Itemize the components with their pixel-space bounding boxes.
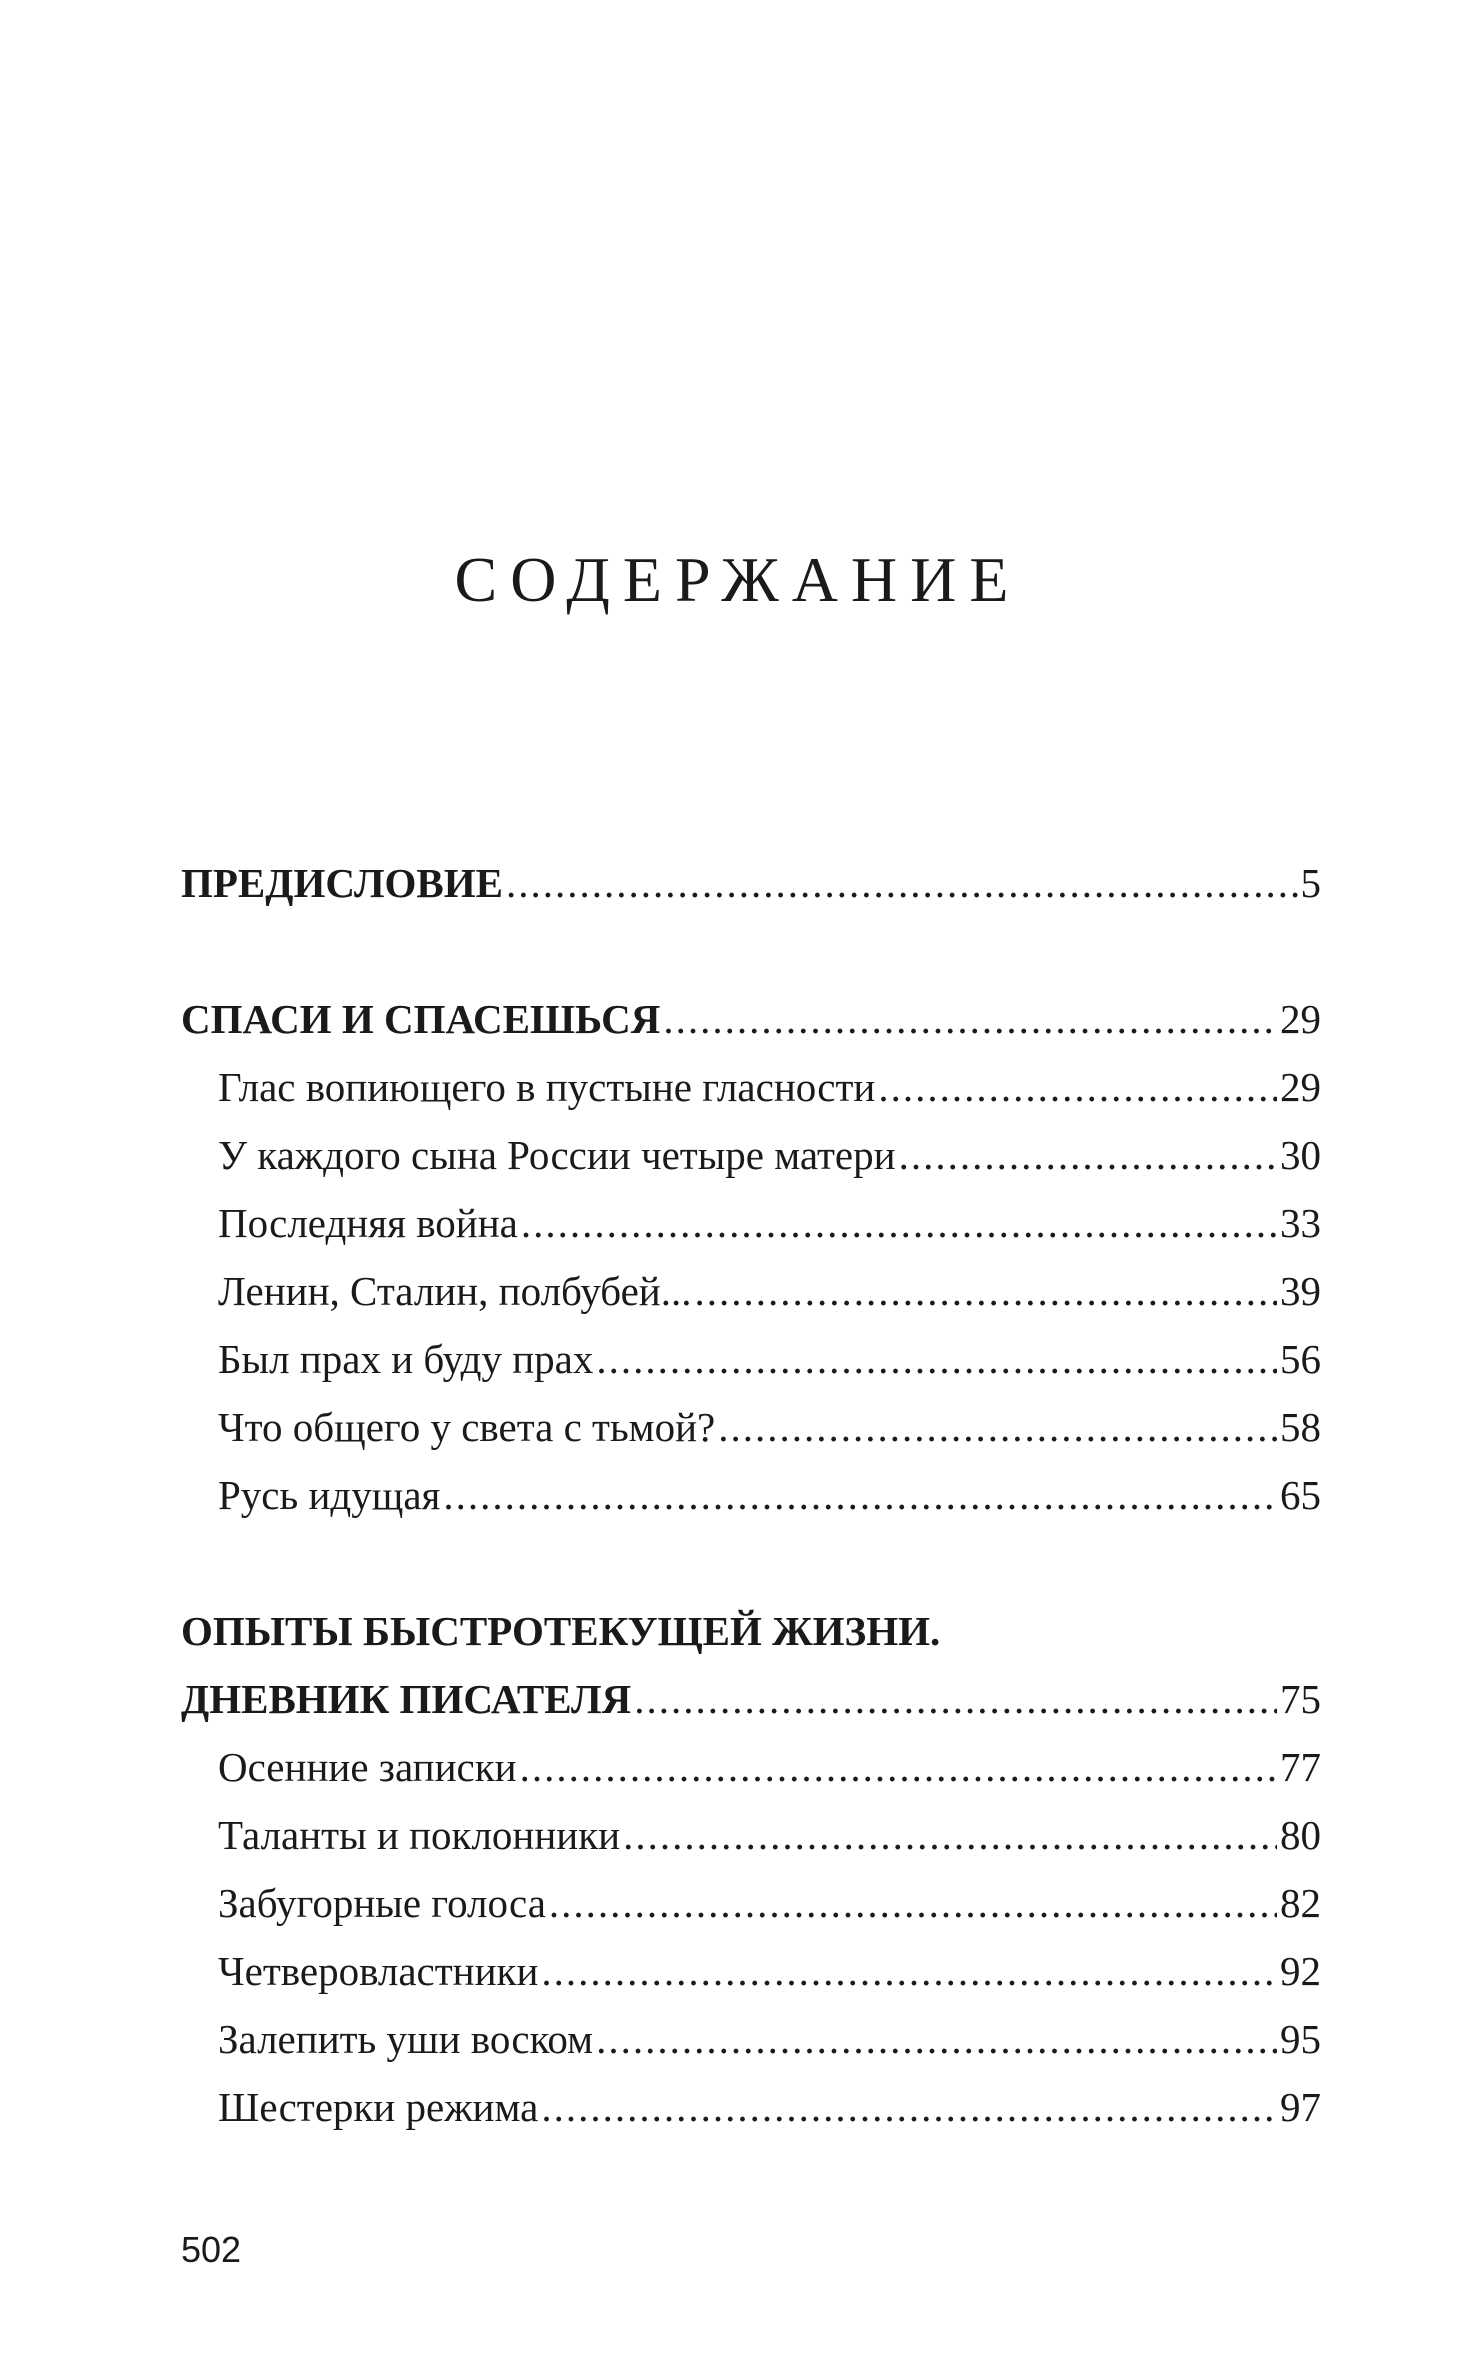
toc-entry-label: Был прах и буду прах (218, 1336, 594, 1382)
dot-leader (899, 1125, 1277, 1185)
toc-section-heading-line1[interactable]: ОПЫТЫ БЫСТРОТЕКУЩЕЙ ЖИЗНИ. (181, 1608, 941, 1654)
toc-section-label: СПАСИ И СПАСЕШЬСЯ (181, 996, 661, 1042)
toc-section-heading[interactable] (181, 989, 1321, 1049)
toc-entry-label: Русь идущая (218, 1472, 441, 1518)
toc-entry[interactable] (218, 1465, 1321, 1525)
toc-entry-page: 75 (1280, 1676, 1321, 1722)
toc-entry[interactable] (218, 1941, 1321, 2001)
toc-entry[interactable] (218, 1805, 1321, 1865)
toc-entry-page: 95 (1280, 2016, 1321, 2062)
page-title: СОДЕРЖАНИЕ (454, 544, 1022, 615)
dot-leader (596, 2009, 1277, 2069)
toc-entry[interactable] (218, 1397, 1321, 1457)
dot-leader (443, 1465, 1277, 1525)
toc-entry-page: 97 (1280, 2084, 1321, 2130)
toc-entry-label: Залепить уши воском (218, 2016, 594, 2062)
toc-entry-page: 33 (1280, 1200, 1321, 1246)
dot-leader (718, 1397, 1277, 1457)
toc-entry[interactable] (218, 2009, 1321, 2069)
toc-entry-label: Забугорные голоса (218, 1880, 546, 1926)
page-number: 502 (181, 2229, 242, 2270)
dot-leader (695, 1261, 1277, 1321)
toc-entry-page: 56 (1280, 1336, 1321, 1382)
dot-leader (520, 1737, 1277, 1797)
toc-entry[interactable] (218, 1737, 1321, 1797)
toc-entry-page: 80 (1280, 1812, 1321, 1858)
toc-entry-preface[interactable] (181, 853, 1321, 913)
toc-entry-label: Ленин, Сталин, полбубей... (218, 1268, 692, 1314)
dot-leader (878, 1057, 1277, 1117)
dot-leader (521, 1193, 1277, 1253)
toc-entry[interactable] (218, 1873, 1321, 1933)
toc-entry-label: Осенние записки (218, 1744, 517, 1790)
toc-section-heading[interactable] (181, 1669, 1321, 1729)
toc-entry-label: Глас вопиющего в пустыне гласности (218, 1064, 876, 1110)
toc-entry[interactable] (218, 1057, 1321, 1117)
toc-entry-page: 65 (1280, 1472, 1321, 1518)
toc-entry-page: 82 (1280, 1880, 1321, 1926)
dot-leader (541, 1941, 1277, 2001)
toc-entry[interactable] (218, 1193, 1321, 1253)
dot-leader (549, 1873, 1277, 1933)
dot-leader (596, 1329, 1277, 1389)
toc-entry-label: Шестерки режима (218, 2084, 539, 2130)
toc-entry-page: 29 (1280, 1064, 1321, 1110)
toc-entry[interactable] (218, 1261, 1321, 1321)
toc-entry[interactable] (218, 1329, 1321, 1389)
dot-leader (663, 989, 1277, 1049)
toc-entry-page: 29 (1280, 996, 1321, 1042)
dot-leader (623, 1805, 1277, 1865)
toc-entry-page: 58 (1280, 1404, 1321, 1450)
toc-section-label: ДНЕВНИК ПИСАТЕЛЯ (181, 1676, 632, 1722)
toc-entry-label: Таланты и поклонники (218, 1812, 621, 1858)
toc-entry-label: Последняя война (218, 1200, 518, 1246)
toc-entry-page: 5 (1300, 860, 1321, 906)
toc-entry-label: ПРЕДИСЛОВИЕ (181, 860, 503, 906)
toc-entry-page: 77 (1280, 1744, 1321, 1790)
toc-entry-page: 30 (1280, 1132, 1321, 1178)
toc-entry-page: 92 (1280, 1948, 1321, 1994)
toc-entry-label: Четверовластники (218, 1948, 539, 1994)
dot-leader (541, 2077, 1277, 2137)
toc-entry-label: У каждого сына России четыре матери (218, 1132, 896, 1178)
toc-entry-page: 39 (1280, 1268, 1321, 1314)
toc-entry[interactable] (218, 2077, 1321, 2137)
toc-entry-label: Что общего у света с тьмой? (218, 1404, 716, 1450)
toc-entry[interactable] (218, 1125, 1321, 1185)
dot-leader (634, 1669, 1277, 1729)
dot-leader (506, 853, 1298, 913)
